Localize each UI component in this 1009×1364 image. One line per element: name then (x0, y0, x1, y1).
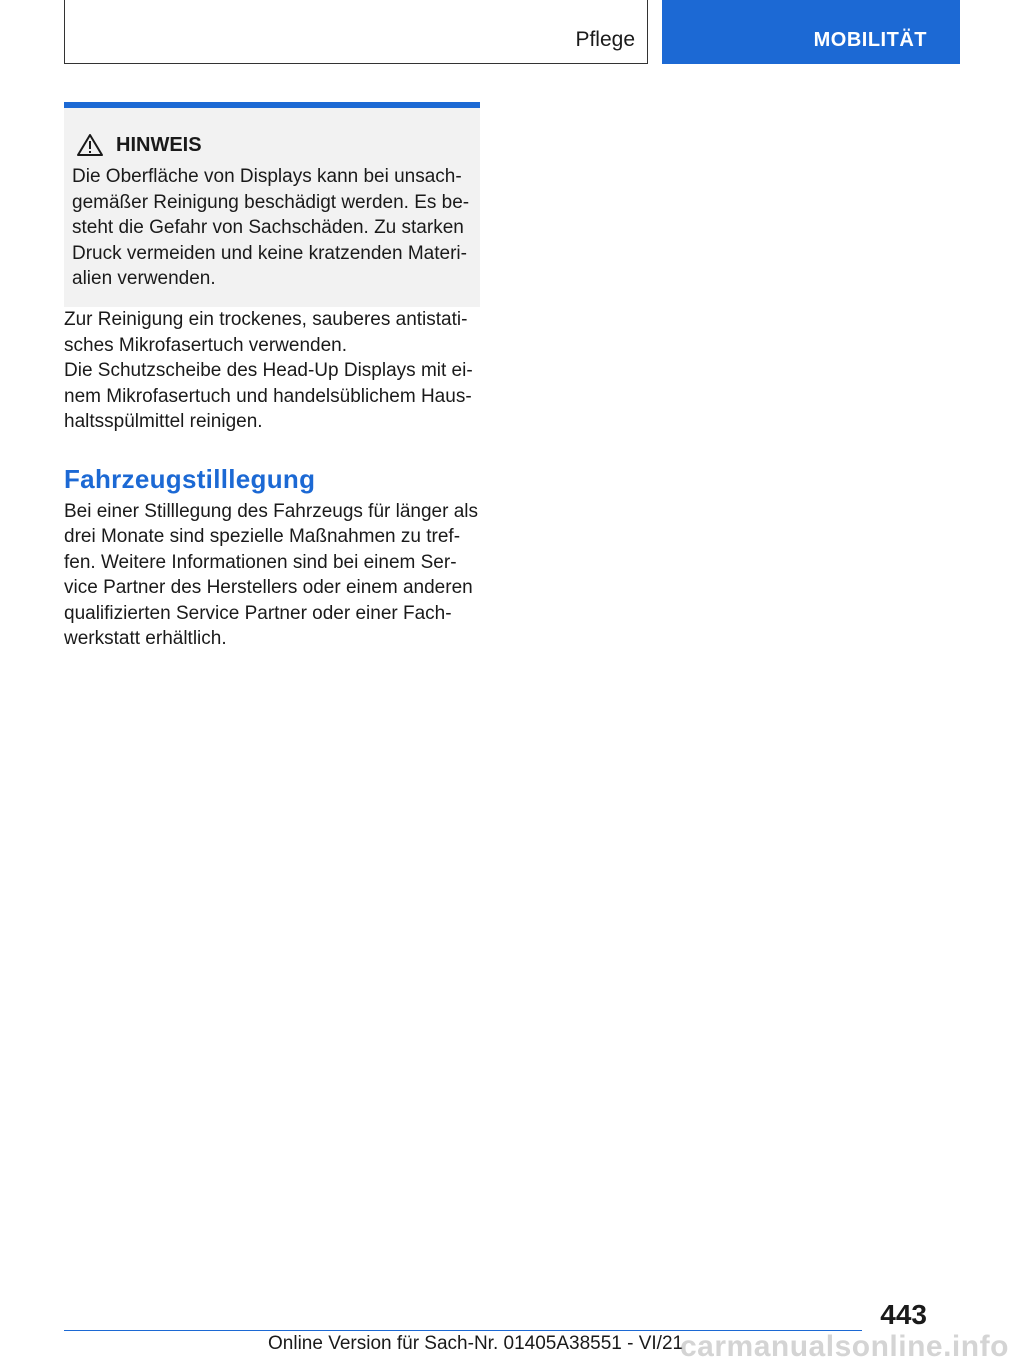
watermark: carmanualsonline.info (680, 1330, 1009, 1363)
section-heading: Fahrzeugstilllegung (64, 463, 316, 494)
notice-title: HINWEIS (116, 133, 202, 156)
notice-header (72, 132, 470, 158)
page-number: 443 (880, 1299, 927, 1330)
header-section-title: Pflege (575, 28, 635, 51)
warning-triangle-icon (76, 133, 104, 157)
header-chapter-title: MOBILITÄT (813, 29, 927, 51)
notice-box (64, 102, 480, 307)
main-column (64, 102, 480, 652)
section-body: Bei einer Stilllegung des Fahrzeugs für länger als drei Monate sind spezielle Maßnahmen zu treffen. Weitere Informationen sind bei einem Service Partner des Herstellers oder einem anderen qualifizierten Service Partner oder einer Fachwerkstatt erhältlich. (64, 500, 479, 649)
paragraph-cleaning: Zur Reinigung ein trockenes, sauberes antistatisches Mikrofasertuch verwenden. (64, 309, 468, 356)
header-section-box (64, 0, 648, 64)
paragraph-head-up-display: Die Schutzscheibe des Head-Up Displays mit einem Mikrofasertuch und handelsüblichem Haushaltsspülmittel reinigen. (64, 360, 473, 432)
footer-text: Online Version für Sach-Nr. 01405A38551 - VI/21 (268, 1333, 684, 1354)
header-chapter-tab (662, 0, 960, 64)
notice-body: Die Oberfläche von Displays kann bei unsachgemäßer Reinigung beschädigt werden. Es besteht die Gefahr von Sachschäden. Zu starken Druck vermeiden und keine kratzenden Materialien verwenden. (72, 166, 470, 289)
